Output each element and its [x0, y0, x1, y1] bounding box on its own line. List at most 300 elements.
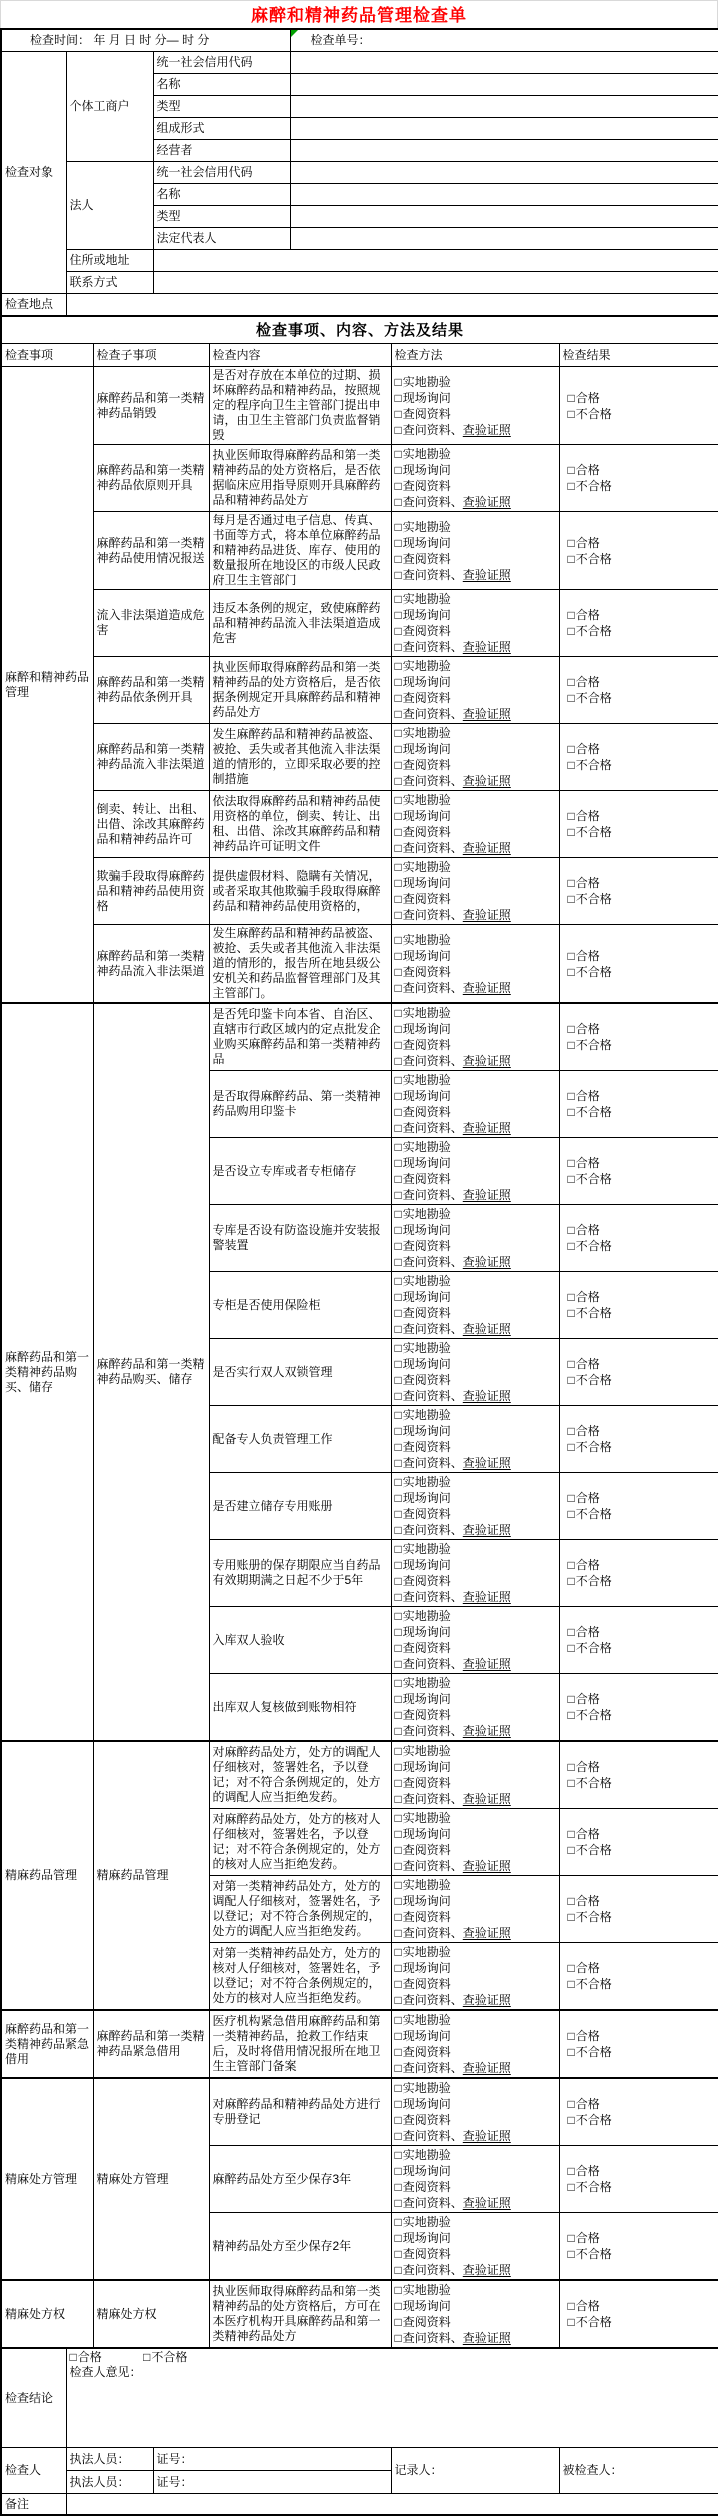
method-option[interactable] [395, 1005, 556, 1021]
method-option[interactable] [395, 1842, 556, 1858]
checkbox-icon[interactable]: □ [394, 1910, 402, 1924]
checkbox-icon[interactable]: □ [567, 1910, 575, 1924]
method-option[interactable] [395, 859, 556, 875]
checkbox-icon[interactable]: □ [394, 2164, 402, 2178]
checkbox-icon[interactable]: □ [394, 1993, 402, 2007]
enforcer-label[interactable]: 执法人员： [66, 2448, 153, 2471]
result-option[interactable] [563, 1506, 716, 1522]
result-option[interactable] [563, 824, 716, 840]
checkbox-icon[interactable]: □ [567, 675, 575, 689]
method-option[interactable] [395, 891, 556, 907]
result-option[interactable] [563, 1423, 716, 1439]
result-option[interactable] [563, 406, 716, 422]
result-option[interactable] [563, 2096, 716, 2112]
result-option[interactable] [563, 551, 716, 567]
method-option[interactable] [395, 1775, 556, 1791]
method-option[interactable] [395, 1810, 556, 1826]
method-option[interactable] [395, 1743, 556, 1759]
checkbox-icon[interactable]: □ [394, 1223, 402, 1237]
checkbox-icon[interactable]: □ [567, 809, 575, 823]
method-option[interactable] [395, 607, 556, 623]
result-option[interactable] [563, 674, 716, 690]
checkbox-icon[interactable]: □ [567, 1558, 575, 1572]
checkbox-icon[interactable]: □ [394, 1188, 402, 1202]
result-option[interactable] [563, 2044, 716, 2060]
checkbox-icon[interactable]: □ [567, 1760, 575, 1774]
checkbox-icon[interactable]: □ [394, 892, 402, 906]
method-option[interactable] [395, 1608, 556, 1624]
checkbox-icon[interactable]: □ [394, 1239, 402, 1253]
result-option[interactable] [563, 623, 716, 639]
result-option[interactable] [563, 2028, 716, 2044]
method-option[interactable] [395, 840, 556, 856]
checkbox-icon[interactable]: □ [394, 1641, 402, 1655]
method-option[interactable] [395, 907, 556, 923]
method-option[interactable] [395, 1120, 556, 1136]
checkbox-icon[interactable]: □ [394, 2113, 402, 2127]
result-option[interactable] [563, 1021, 716, 1037]
method-option[interactable] [395, 690, 556, 706]
result-option[interactable] [563, 1238, 716, 1254]
method-option[interactable] [395, 1455, 556, 1471]
method-option[interactable] [395, 706, 556, 722]
checkbox-icon[interactable]: □ [394, 567, 402, 582]
checkbox-icon[interactable]: □ [567, 1239, 575, 1253]
method-option[interactable] [395, 1088, 556, 1104]
checkbox-icon[interactable]: □ [394, 1609, 402, 1623]
result-option[interactable] [563, 462, 716, 478]
conclusion-pass-option[interactable] [70, 2350, 102, 2364]
method-option[interactable] [395, 1289, 556, 1305]
method-option[interactable] [395, 674, 556, 690]
checkbox-icon[interactable]: □ [567, 691, 575, 705]
checkbox-icon[interactable]: □ [394, 1507, 402, 1521]
checkbox-icon[interactable]: □ [394, 2231, 402, 2245]
checkbox-icon[interactable]: □ [394, 624, 402, 638]
checkbox-icon[interactable]: □ [567, 1625, 575, 1639]
checkbox-icon[interactable]: □ [394, 1140, 402, 1154]
method-option[interactable] [395, 2262, 556, 2278]
inspected-person-label[interactable]: 被检查人： [559, 2448, 718, 2494]
result-option[interactable] [563, 875, 716, 891]
checkbox-icon[interactable]: □ [567, 1574, 575, 1588]
checkbox-icon[interactable]: □ [394, 1475, 402, 1489]
checkbox-icon[interactable]: □ [567, 2180, 575, 2194]
method-option[interactable] [395, 2314, 556, 2330]
result-option[interactable] [563, 2246, 716, 2262]
result-option[interactable] [563, 1289, 716, 1305]
checkbox-icon[interactable]: □ [394, 1676, 402, 1690]
checkbox-icon[interactable]: □ [567, 876, 575, 890]
result-option[interactable] [563, 1356, 716, 1372]
checkbox-icon[interactable]: □ [394, 742, 402, 756]
checkbox-icon[interactable]: □ [394, 406, 402, 421]
checkbox-icon[interactable]: □ [567, 1156, 575, 1170]
checkbox-icon[interactable]: □ [394, 2081, 402, 2095]
method-option[interactable] [395, 1541, 556, 1557]
method-option[interactable] [395, 1139, 556, 1155]
method-option[interactable] [395, 1474, 556, 1490]
checkbox-icon[interactable]: □ [567, 1223, 575, 1237]
checkbox-icon[interactable]: □ [394, 1625, 402, 1639]
checkbox-icon[interactable]: □ [394, 1408, 402, 1422]
checkbox-icon[interactable]: □ [567, 2045, 575, 2059]
method-option[interactable] [395, 1372, 556, 1388]
checkbox-icon[interactable]: □ [394, 860, 402, 874]
result-option[interactable] [563, 1893, 716, 1909]
checkbox-icon[interactable]: □ [394, 422, 402, 437]
result-option[interactable] [563, 1305, 716, 1321]
result-option[interactable] [563, 1826, 716, 1842]
checkbox-icon[interactable]: □ [567, 1306, 575, 1320]
checkbox-icon[interactable]: □ [394, 640, 402, 654]
checkbox-icon[interactable]: □ [394, 495, 402, 509]
checkbox-icon[interactable]: □ [394, 1744, 402, 1758]
checkbox-icon[interactable]: □ [394, 1491, 402, 1505]
checkbox-icon[interactable]: □ [394, 1843, 402, 1857]
method-option[interactable] [395, 446, 556, 462]
checkbox-icon[interactable]: □ [394, 2247, 402, 2261]
checkbox-icon[interactable]: □ [394, 707, 402, 721]
checkbox-icon[interactable]: □ [567, 1894, 575, 1908]
checkbox-icon[interactable]: □ [394, 519, 402, 534]
checkbox-icon[interactable]: □ [567, 463, 575, 477]
checkbox-icon[interactable]: □ [394, 841, 402, 855]
checkbox-icon[interactable]: □ [394, 1827, 402, 1841]
inspection-sheet-number-cell[interactable] [290, 29, 718, 52]
checkbox-icon[interactable]: □ [394, 1357, 402, 1371]
field-value-cell[interactable] [290, 206, 718, 228]
checkbox-icon[interactable]: □ [567, 390, 575, 405]
result-option[interactable] [563, 2298, 716, 2314]
checkbox-icon[interactable]: □ [394, 1977, 402, 1991]
checkbox-icon[interactable]: □ [394, 592, 402, 606]
method-option[interactable] [395, 1589, 556, 1605]
checkbox-icon[interactable]: □ [567, 1172, 575, 1186]
checkbox-icon[interactable]: □ [567, 892, 575, 906]
result-option[interactable] [563, 1976, 716, 1992]
method-option[interactable] [395, 1909, 556, 1925]
method-option[interactable] [395, 1407, 556, 1423]
checkbox-icon[interactable]: □ [567, 825, 575, 839]
checkbox-icon[interactable]: □ [567, 624, 575, 638]
checkbox-icon[interactable]: □ [567, 535, 575, 550]
checkbox-icon[interactable]: □ [394, 825, 402, 839]
checkbox-icon[interactable]: □ [394, 1657, 402, 1671]
method-option[interactable] [395, 2147, 556, 2163]
checkbox-icon[interactable]: □ [394, 2013, 402, 2027]
conclusion-fail-option[interactable] [143, 2350, 187, 2364]
checkbox-icon[interactable]: □ [394, 980, 402, 995]
method-option[interactable] [395, 875, 556, 891]
method-option[interactable] [395, 1506, 556, 1522]
checkbox-icon[interactable]: □ [567, 2113, 575, 2127]
method-option[interactable] [395, 535, 556, 551]
checkbox-icon[interactable]: □ [394, 1274, 402, 1288]
result-option[interactable] [563, 948, 716, 964]
checkbox-icon[interactable]: □ [567, 1440, 575, 1454]
checkbox-icon[interactable]: □ [394, 1692, 402, 1706]
result-option[interactable] [563, 1088, 716, 1104]
method-option[interactable] [395, 1388, 556, 1404]
method-option[interactable] [395, 964, 556, 980]
method-option[interactable] [395, 1254, 556, 1270]
method-option[interactable] [395, 1340, 556, 1356]
checkbox-icon[interactable]: □ [567, 1827, 575, 1841]
method-option[interactable] [395, 1053, 556, 1069]
address-value-cell[interactable] [153, 250, 718, 272]
result-option[interactable] [563, 891, 716, 907]
checkbox-icon[interactable]: □ [394, 1156, 402, 1170]
method-option[interactable] [395, 551, 556, 567]
checkbox-icon[interactable]: □ [394, 374, 402, 389]
method-option[interactable] [395, 1691, 556, 1707]
checkbox-icon[interactable]: □ [567, 1290, 575, 1304]
method-option[interactable] [395, 374, 556, 390]
result-option[interactable] [563, 808, 716, 824]
inspection-time-label[interactable]: 检查时间： 年 月 日 时 分— 时 分 [1, 29, 290, 52]
checkbox-icon[interactable]: □ [394, 948, 402, 963]
checkbox-icon[interactable]: □ [567, 1491, 575, 1505]
recorder-label[interactable]: 记录人： [391, 2448, 559, 2494]
result-option[interactable] [563, 535, 716, 551]
checkbox-icon[interactable]: □ [394, 774, 402, 788]
checkbox-icon[interactable]: □ [567, 479, 575, 493]
checkbox-icon[interactable]: □ [394, 1878, 402, 1892]
checkbox-icon[interactable]: □ [567, 1038, 575, 1052]
checkbox-icon[interactable]: □ [567, 406, 575, 421]
checkbox-icon[interactable]: □ [394, 1207, 402, 1221]
contact-value-cell[interactable] [153, 272, 718, 294]
checkbox-icon[interactable]: □ [394, 1590, 402, 1604]
method-option[interactable] [395, 2028, 556, 2044]
checkbox-icon[interactable]: □ [394, 1760, 402, 1774]
checkbox-icon[interactable]: □ [394, 758, 402, 772]
method-option[interactable] [395, 1656, 556, 1672]
result-option[interactable] [563, 757, 716, 773]
method-option[interactable] [395, 948, 556, 964]
checkbox-icon[interactable]: □ [394, 1961, 402, 1975]
checkbox-icon[interactable]: □ [394, 2029, 402, 2043]
method-option[interactable] [395, 741, 556, 757]
checkbox-icon[interactable]: □ [567, 1089, 575, 1103]
checkbox-icon[interactable]: □ [394, 479, 402, 493]
checkbox-icon[interactable]: □ [394, 1926, 402, 1940]
enforcer-label[interactable]: 执法人员： [66, 2471, 153, 2494]
result-option[interactable] [563, 1842, 716, 1858]
cert-number-label[interactable]: 证号： [153, 2471, 391, 2494]
result-option[interactable] [563, 1155, 716, 1171]
checkbox-icon[interactable]: □ [394, 1373, 402, 1387]
result-option[interactable] [563, 964, 716, 980]
method-option[interactable] [395, 2214, 556, 2230]
method-option[interactable] [395, 1305, 556, 1321]
method-option[interactable] [395, 591, 556, 607]
method-option[interactable] [395, 725, 556, 741]
method-option[interactable] [395, 1707, 556, 1723]
method-option[interactable] [395, 1171, 556, 1187]
result-option[interactable] [563, 1759, 716, 1775]
checkbox-icon[interactable]: □ [394, 932, 402, 947]
checkbox-icon[interactable]: □ [394, 964, 402, 979]
result-option[interactable] [563, 390, 716, 406]
method-option[interactable] [395, 1640, 556, 1656]
checkbox-icon[interactable]: □ [394, 608, 402, 622]
checkbox-icon[interactable]: □ [394, 1105, 402, 1119]
checkbox-icon[interactable]: □ [394, 1022, 402, 1036]
result-option[interactable] [563, 1490, 716, 1506]
method-option[interactable] [395, 658, 556, 674]
method-option[interactable] [395, 773, 556, 789]
method-option[interactable] [395, 1155, 556, 1171]
checkbox-icon[interactable]: □ [394, 1006, 402, 1020]
result-option[interactable] [563, 690, 716, 706]
checkbox-icon[interactable]: □ [143, 2350, 151, 2364]
method-option[interactable] [395, 1273, 556, 1289]
method-option[interactable] [395, 1893, 556, 1909]
method-option[interactable] [395, 1858, 556, 1874]
method-option[interactable] [395, 1356, 556, 1372]
result-option[interactable] [563, 1707, 716, 1723]
method-option[interactable] [395, 2128, 556, 2144]
method-option[interactable] [395, 2195, 556, 2211]
result-option[interactable] [563, 1624, 716, 1640]
checkbox-icon[interactable]: □ [567, 2097, 575, 2111]
checkbox-icon[interactable]: □ [567, 742, 575, 756]
method-option[interactable] [395, 519, 556, 535]
checkbox-icon[interactable]: □ [567, 2247, 575, 2261]
checkbox-icon[interactable]: □ [394, 1574, 402, 1588]
field-value-cell[interactable] [290, 96, 718, 118]
checkbox-icon[interactable]: □ [394, 1776, 402, 1790]
method-option[interactable] [395, 1624, 556, 1640]
result-option[interactable] [563, 1372, 716, 1388]
checkbox-icon[interactable]: □ [394, 1945, 402, 1959]
method-option[interactable] [395, 2282, 556, 2298]
checkbox-icon[interactable]: □ [394, 1542, 402, 1556]
method-option[interactable] [395, 792, 556, 808]
checkbox-icon[interactable]: □ [394, 2315, 402, 2329]
result-option[interactable] [563, 741, 716, 757]
checkbox-icon[interactable]: □ [394, 1558, 402, 1572]
method-option[interactable] [395, 623, 556, 639]
checkbox-icon[interactable]: □ [567, 1357, 575, 1371]
checkbox-icon[interactable]: □ [394, 1290, 402, 1304]
checkbox-icon[interactable]: □ [394, 1306, 402, 1320]
method-option[interactable] [395, 1759, 556, 1775]
field-value-cell[interactable] [290, 52, 718, 74]
method-option[interactable] [395, 1021, 556, 1037]
checkbox-icon[interactable]: □ [394, 876, 402, 890]
checkbox-icon[interactable]: □ [567, 1507, 575, 1521]
checkbox-icon[interactable]: □ [394, 1440, 402, 1454]
checkbox-icon[interactable]: □ [394, 2129, 402, 2143]
method-option[interactable] [395, 462, 556, 478]
method-option[interactable] [395, 1423, 556, 1439]
checkbox-icon[interactable]: □ [567, 1692, 575, 1706]
method-option[interactable] [395, 390, 556, 406]
checkbox-icon[interactable]: □ [394, 2045, 402, 2059]
method-option[interactable] [395, 2044, 556, 2060]
result-option[interactable] [563, 478, 716, 494]
checkbox-icon[interactable]: □ [394, 1341, 402, 1355]
checkbox-icon[interactable]: □ [394, 2299, 402, 2313]
checkbox-icon[interactable]: □ [394, 1038, 402, 1052]
method-option[interactable] [395, 980, 556, 996]
result-option[interactable] [563, 1775, 716, 1791]
checkbox-icon[interactable]: □ [394, 1172, 402, 1186]
method-option[interactable] [395, 2112, 556, 2128]
method-option[interactable] [395, 1675, 556, 1691]
checkbox-icon[interactable]: □ [394, 2097, 402, 2111]
checkbox-icon[interactable]: □ [567, 1105, 575, 1119]
checkbox-icon[interactable]: □ [394, 809, 402, 823]
checkbox-icon[interactable]: □ [394, 463, 402, 477]
checkbox-icon[interactable]: □ [394, 2148, 402, 2162]
checkbox-icon[interactable]: □ [394, 1322, 402, 1336]
checkbox-icon[interactable]: □ [567, 2164, 575, 2178]
method-option[interactable] [395, 1944, 556, 1960]
result-option[interactable] [563, 1171, 716, 1187]
checkbox-icon[interactable]: □ [394, 793, 402, 807]
checkbox-icon[interactable]: □ [567, 608, 575, 622]
method-option[interactable] [395, 2330, 556, 2346]
method-option[interactable] [395, 808, 556, 824]
result-option[interactable] [563, 1037, 716, 1053]
result-option[interactable] [563, 2230, 716, 2246]
checkbox-icon[interactable]: □ [394, 1724, 402, 1738]
checkbox-icon[interactable]: □ [394, 1054, 402, 1068]
method-option[interactable] [395, 1877, 556, 1893]
checkbox-icon[interactable]: □ [394, 1792, 402, 1806]
method-option[interactable] [395, 1976, 556, 1992]
checkbox-icon[interactable]: □ [394, 691, 402, 705]
checkbox-icon[interactable]: □ [394, 1456, 402, 1470]
method-option[interactable] [395, 1222, 556, 1238]
method-option[interactable] [395, 2298, 556, 2314]
checkbox-icon[interactable]: □ [394, 2196, 402, 2210]
method-option[interactable] [395, 2096, 556, 2112]
checkbox-icon[interactable]: □ [394, 1708, 402, 1722]
checkbox-icon[interactable]: □ [394, 535, 402, 550]
checkbox-icon[interactable]: □ [567, 948, 575, 963]
checkbox-icon[interactable]: □ [394, 1859, 402, 1873]
method-option[interactable] [395, 2230, 556, 2246]
checkbox-icon[interactable]: □ [567, 2231, 575, 2245]
remarks-value-cell[interactable] [66, 2494, 718, 2516]
method-option[interactable] [395, 1522, 556, 1538]
method-option[interactable] [395, 1490, 556, 1506]
result-option[interactable] [563, 1691, 716, 1707]
result-option[interactable] [563, 1909, 716, 1925]
checkbox-icon[interactable]: □ [394, 2331, 402, 2345]
method-option[interactable] [395, 1206, 556, 1222]
checkbox-icon[interactable]: □ [567, 1961, 575, 1975]
method-option[interactable] [395, 932, 556, 948]
checkbox-icon[interactable]: □ [394, 1089, 402, 1103]
checkbox-icon[interactable]: □ [567, 1977, 575, 1991]
method-option[interactable] [395, 1104, 556, 1120]
result-option[interactable] [563, 2179, 716, 2195]
method-option[interactable] [395, 422, 556, 438]
field-value-cell[interactable] [290, 74, 718, 96]
method-option[interactable] [395, 494, 556, 510]
checkbox-icon[interactable]: □ [394, 2283, 402, 2297]
checkbox-icon[interactable]: □ [394, 2263, 402, 2277]
result-option[interactable] [563, 1573, 716, 1589]
checkbox-icon[interactable]: □ [567, 758, 575, 772]
checkbox-icon[interactable]: □ [394, 1073, 402, 1087]
